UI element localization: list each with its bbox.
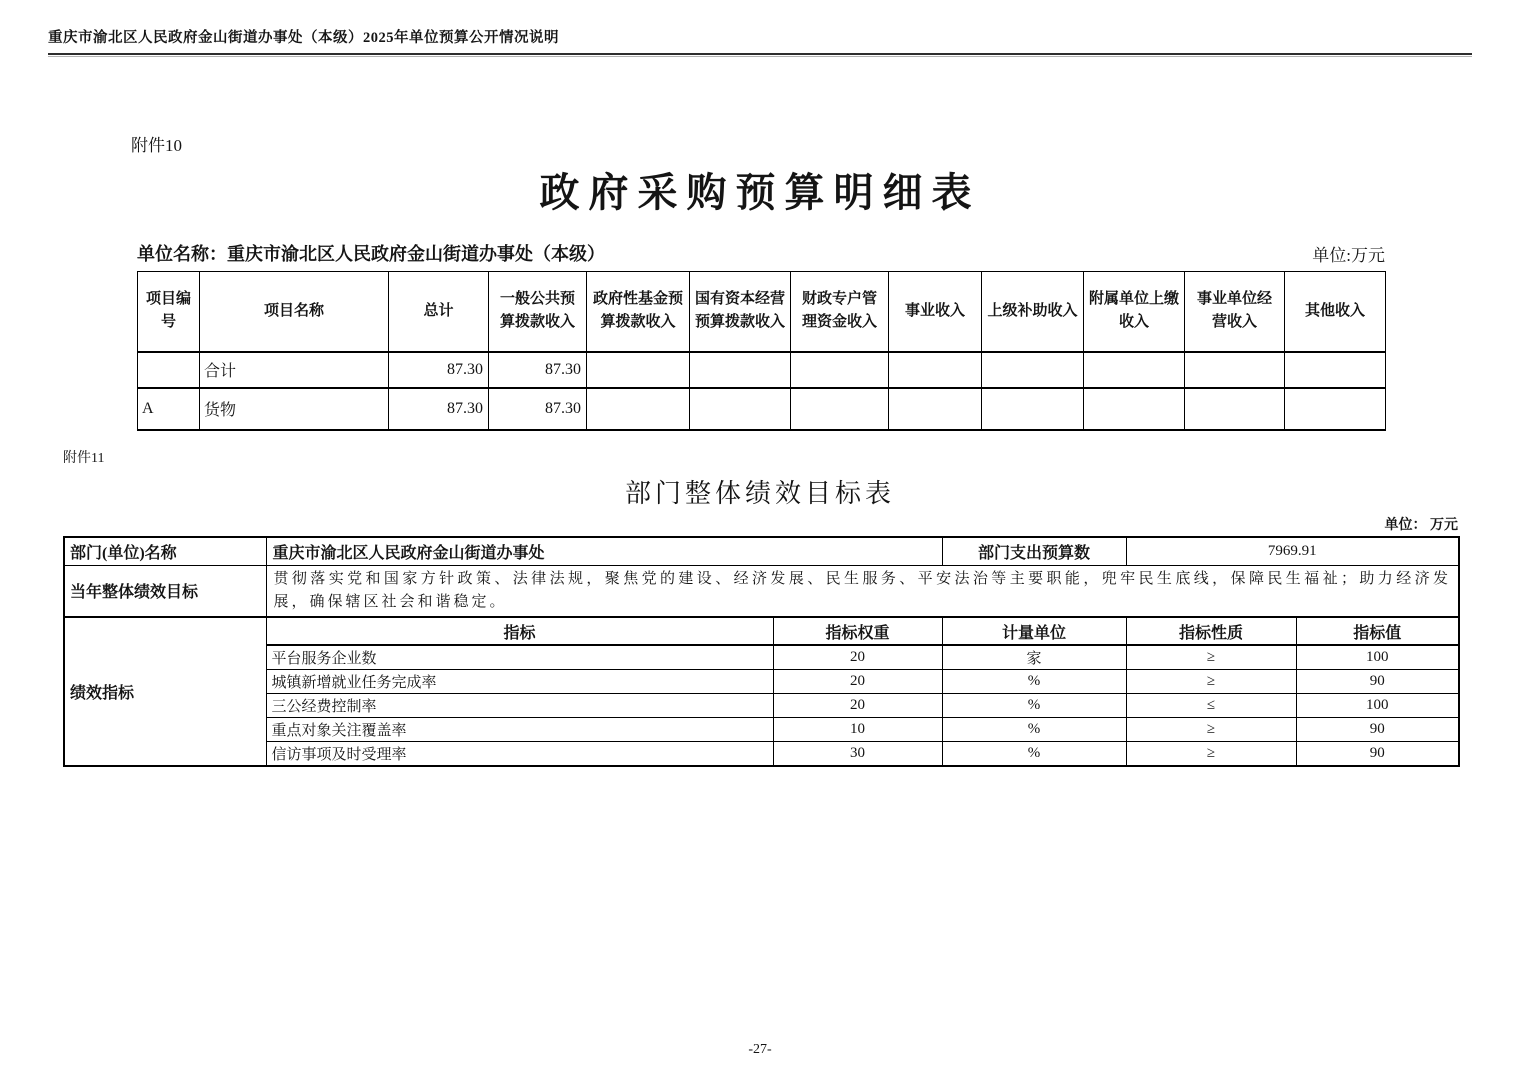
indicator-nature: ≤ <box>1126 694 1296 718</box>
indicator-nature: ≥ <box>1126 718 1296 742</box>
header-cell: 计量单位 <box>942 617 1126 645</box>
performance-target-table <box>63 536 1460 768</box>
indicator-value: 90 <box>1296 670 1459 694</box>
table-cell: 87.30 <box>389 388 489 430</box>
table-cell <box>690 388 791 430</box>
table-cell <box>791 352 889 388</box>
header-cell: 指标 <box>266 617 773 645</box>
table-cell: 87.30 <box>489 388 587 430</box>
indicator-row <box>64 742 1459 767</box>
table-cell <box>690 352 791 388</box>
indicator-value: 100 <box>1296 694 1459 718</box>
unit-name: 单位名称：重庆市渝北区人民政府金山街道办事处（本级） <box>137 244 605 264</box>
table-cell <box>791 388 889 430</box>
table-cell <box>587 388 690 430</box>
section-label: 绩效指标 <box>64 617 266 766</box>
indicator-weight: 30 <box>773 742 942 767</box>
indicator-header-row <box>64 617 1459 645</box>
indicator-name: 重点对象关注覆盖率 <box>266 718 773 742</box>
performance-table-title: 部门整体绩效目标表 <box>624 478 895 508</box>
indicator-unit: % <box>942 742 1126 767</box>
indicator-weight: 20 <box>773 645 942 670</box>
indicator-value: 100 <box>1296 645 1459 670</box>
performance-unit-of-measure: 单位： 万元 <box>1384 517 1458 533</box>
indicator-row <box>64 645 1459 670</box>
table-cell <box>1285 388 1386 430</box>
indicator-row <box>64 670 1459 694</box>
budget-label: 部门支出预算数 <box>942 537 1126 566</box>
header-cell: 总计 <box>389 272 489 352</box>
table-cell <box>1185 388 1285 430</box>
attachment10-label: 附件10 <box>131 136 182 155</box>
header-cell: 项目名称 <box>200 272 389 352</box>
table-row <box>138 352 1386 388</box>
goal-text: 贯彻落实党和国家方针政策、法律法规，聚焦党的建设、经济发展、民生服务、平安法治等主要职能，兜牢民生底线，保障民生福祉；助力经济发展，确保辖区社会和谐稳定。 <box>266 565 1459 617</box>
header-cell: 国有资本经营预算拨款收入 <box>690 272 791 352</box>
table-cell: 87.30 <box>389 352 489 388</box>
procurement-budget-table <box>137 271 1386 431</box>
header-cell: 事业单位经营收入 <box>1185 272 1285 352</box>
indicator-value: 90 <box>1296 742 1459 767</box>
indicator-unit: % <box>942 718 1126 742</box>
indicator-row <box>64 694 1459 718</box>
table-cell <box>1084 388 1185 430</box>
unit-of-measure: 单位:万元 <box>1312 246 1385 265</box>
indicator-name: 平台服务企业数 <box>266 645 773 670</box>
header-cell: 附属单位上缴收入 <box>1084 272 1185 352</box>
indicator-nature: ≥ <box>1126 670 1296 694</box>
table-cell: 87.30 <box>489 352 587 388</box>
table-cell: 合计 <box>200 352 389 388</box>
table-row <box>138 388 1386 430</box>
indicator-weight: 20 <box>773 670 942 694</box>
header-cell: 指标性质 <box>1126 617 1296 645</box>
attachment11-label: 附件11 <box>63 450 105 466</box>
table-cell <box>982 352 1084 388</box>
header-cell: 事业收入 <box>889 272 982 352</box>
table-cell <box>1185 352 1285 388</box>
header-cell: 其他收入 <box>1285 272 1386 352</box>
header-rule-shadow <box>48 56 1472 57</box>
indicator-name: 三公经费控制率 <box>266 694 773 718</box>
budget-value: 7969.91 <box>1126 537 1459 566</box>
dept-row <box>64 537 1459 566</box>
table-cell <box>1285 352 1386 388</box>
procurement-table-caption-row <box>137 240 1385 266</box>
header-cell: 项目编号 <box>138 272 200 352</box>
header-rule <box>48 53 1472 55</box>
procurement-table-title: 政府采购预算明细表 <box>539 170 981 215</box>
header-cell: 一般公共预算拨款收入 <box>489 272 587 352</box>
table-cell <box>587 352 690 388</box>
indicator-nature: ≥ <box>1126 645 1296 670</box>
header-cell: 指标权重 <box>773 617 942 645</box>
table-cell: 货物 <box>200 388 389 430</box>
table-cell <box>889 388 982 430</box>
indicator-name: 信访事项及时受理率 <box>266 742 773 767</box>
header-cell: 上级补助收入 <box>982 272 1084 352</box>
indicator-weight: 10 <box>773 718 942 742</box>
goal-label: 当年整体绩效目标 <box>64 565 266 617</box>
table-cell <box>138 352 200 388</box>
table-cell <box>982 388 1084 430</box>
indicator-unit: % <box>942 670 1126 694</box>
indicator-unit: % <box>942 694 1126 718</box>
header-cell: 政府性基金预算拨款收入 <box>587 272 690 352</box>
table-cell <box>889 352 982 388</box>
running-header: 重庆市渝北区人民政府金山街道办事处（本级）2025年单位预算公开情况说明 <box>48 30 559 46</box>
indicator-value: 90 <box>1296 718 1459 742</box>
header-cell: 指标值 <box>1296 617 1459 645</box>
table-cell <box>1084 352 1185 388</box>
indicator-name: 城镇新增就业任务完成率 <box>266 670 773 694</box>
table-header-row <box>138 272 1386 352</box>
table-cell: A <box>138 388 200 430</box>
indicator-weight: 20 <box>773 694 942 718</box>
page-number: -27- <box>748 1042 772 1057</box>
dept-name-value: 重庆市渝北区人民政府金山街道办事处 <box>266 537 942 566</box>
goal-row <box>64 565 1459 617</box>
dept-name-label: 部门(单位)名称 <box>64 537 266 566</box>
indicator-row <box>64 718 1459 742</box>
indicator-nature: ≥ <box>1126 742 1296 767</box>
header-cell: 财政专户管理资金收入 <box>791 272 889 352</box>
indicator-unit: 家 <box>942 645 1126 670</box>
